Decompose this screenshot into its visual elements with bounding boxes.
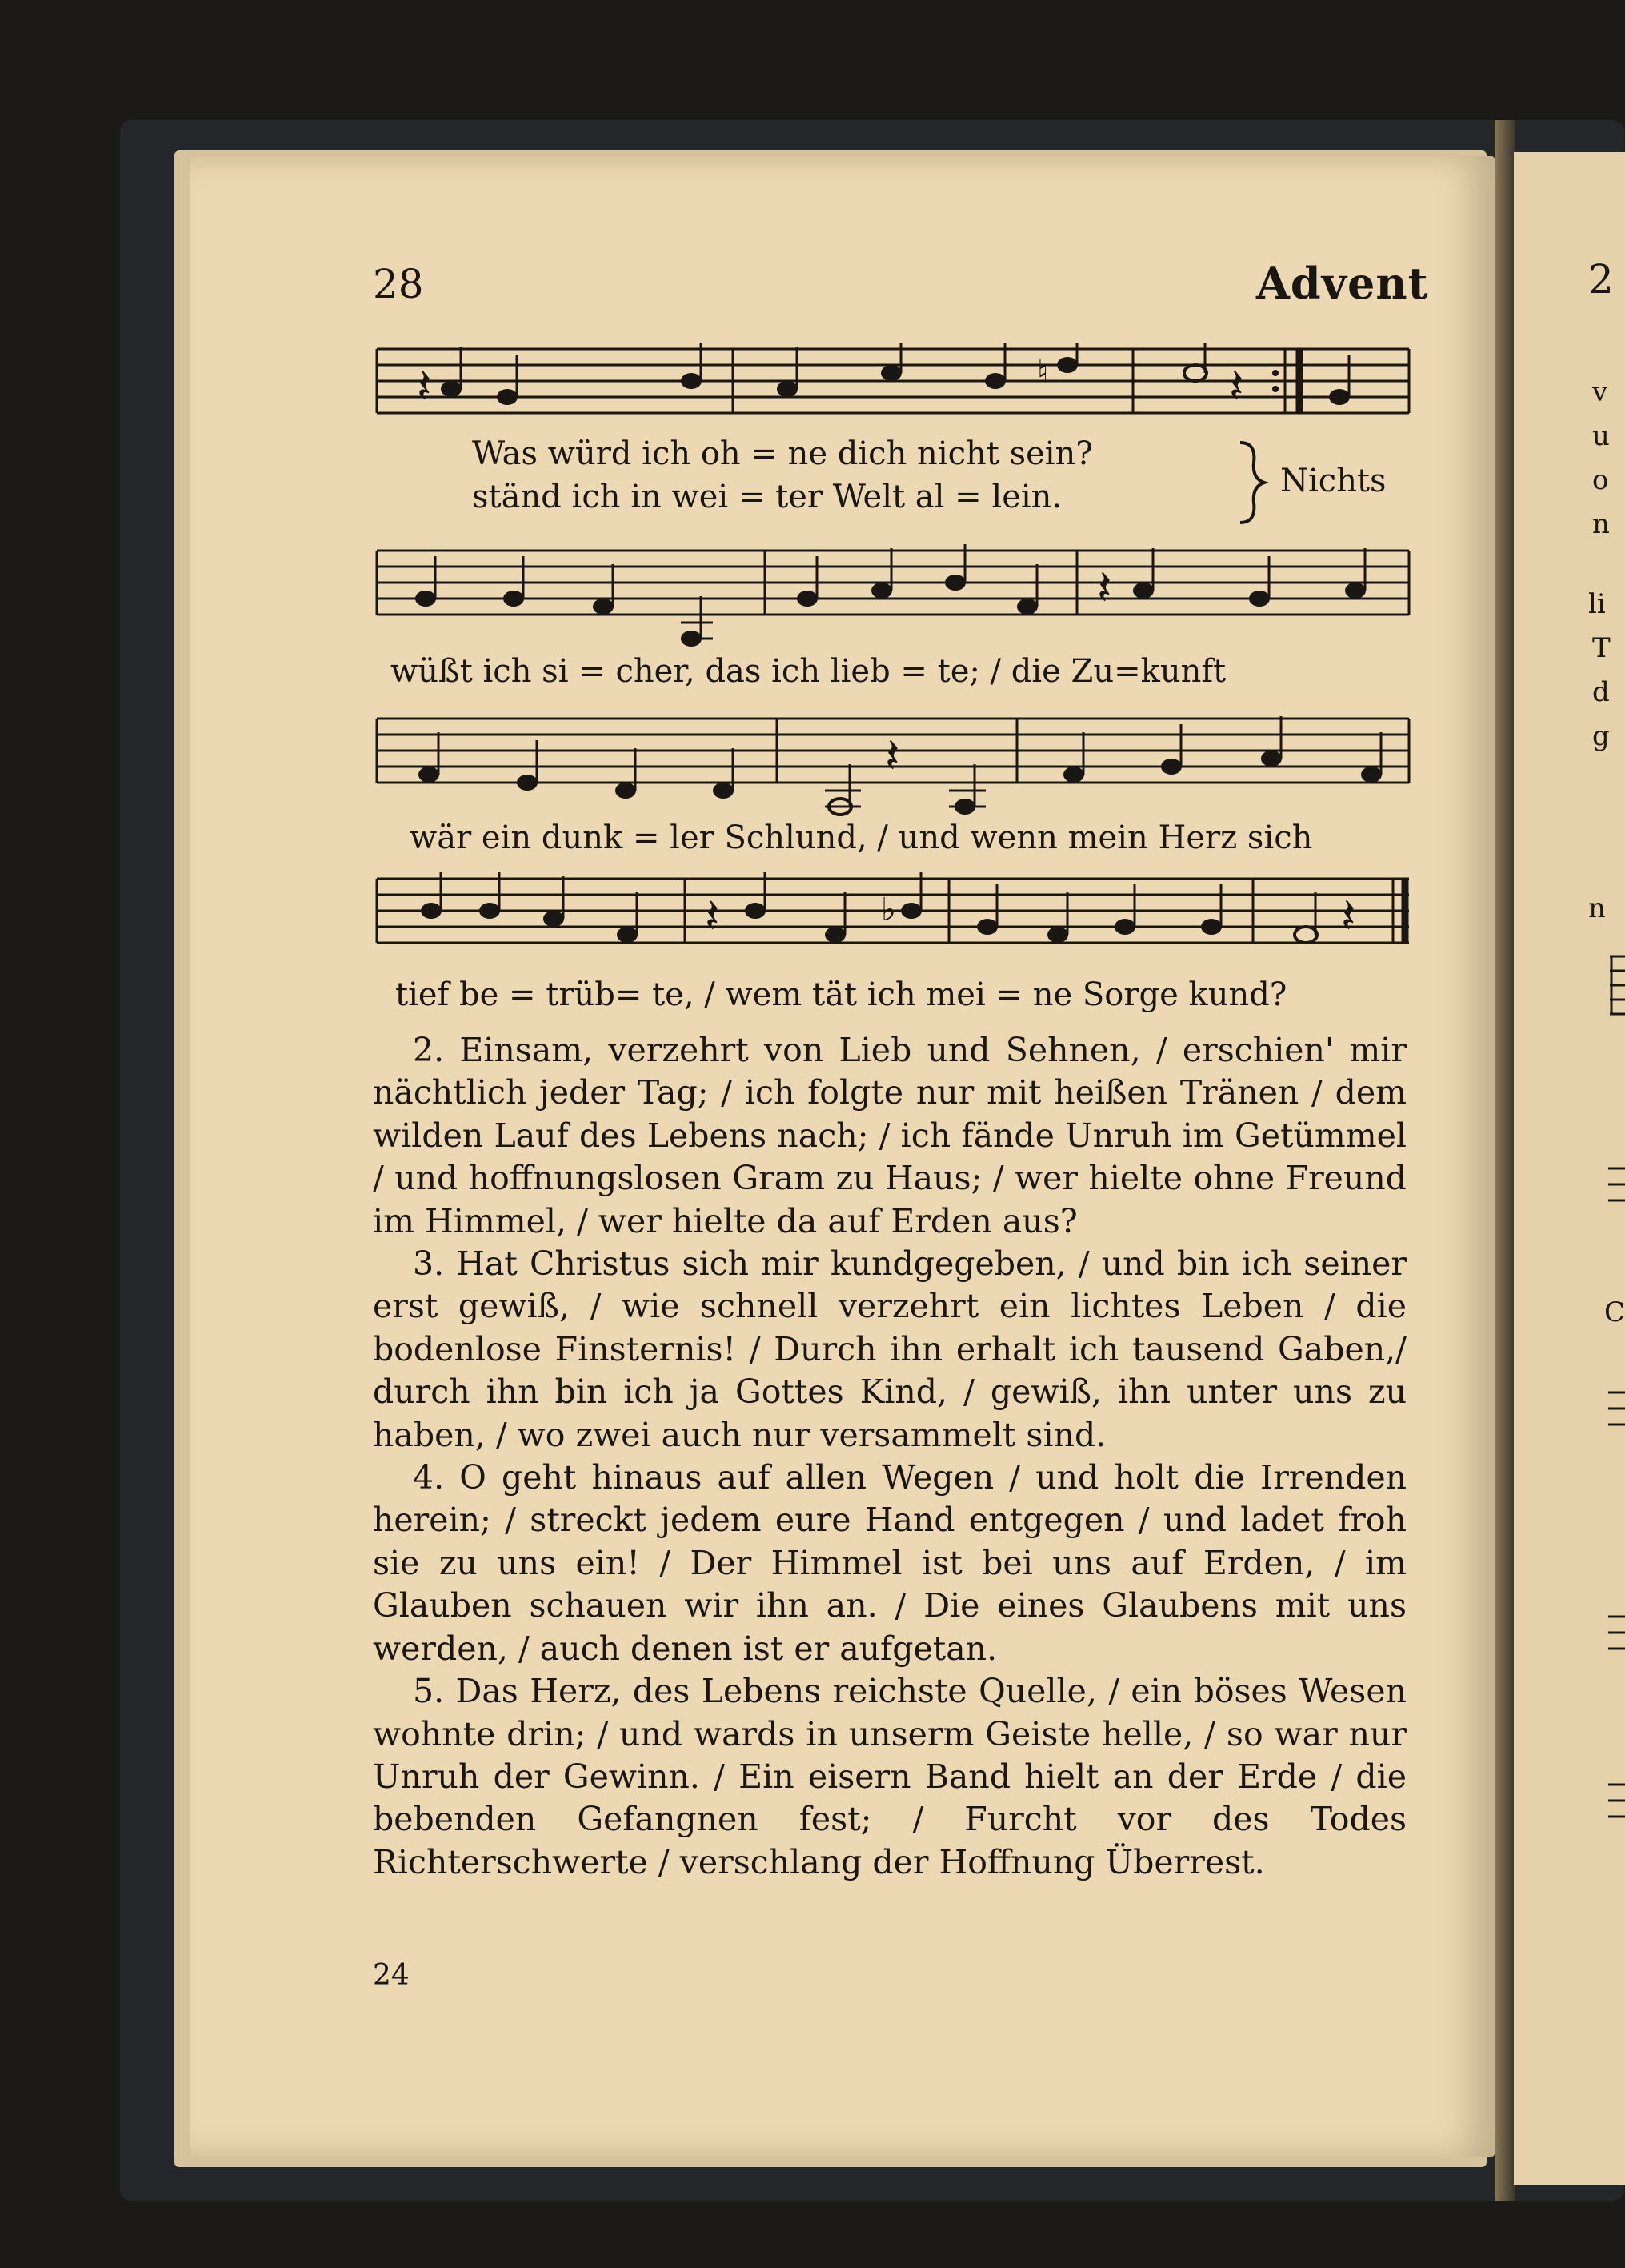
music-staff-3	[373, 712, 1413, 824]
verse-3: 3. Hat Christus sich mir kundgegeben, / und bin ich seiner erst gewiß, / wie schnell verzehrt ein lichtes Leben / die bodenlose Finsternis! / Durch ihn erhalt ich tausend Gaben,/ durch ihn bin ich ja Gottes Kind, / gewiß, ihn unter uns zu haben, / wo zwei auch nur versammelt sind.	[373, 1244, 1407, 1454]
lyric-line: ständ ich in wei = ter Welt al = lein.	[472, 479, 1063, 515]
right-page-fragment: v	[1592, 376, 1608, 408]
verse-text	[373, 1029, 1407, 1884]
right-page-fragment: o	[1592, 464, 1609, 496]
section-title: Advent	[1256, 258, 1429, 309]
lyric-line: wüßt ich si = cher, das ich lieb = te; / die Zu=kunft	[390, 653, 1227, 690]
right-page-fragment: g	[1592, 720, 1610, 752]
svg-text:𝄽: 𝄽	[1097, 560, 1112, 616]
svg-text:♮: ♮	[1037, 354, 1049, 391]
music-staff-4	[373, 872, 1413, 968]
svg-text:♭: ♭	[881, 892, 896, 928]
right-page-fragment: C	[1604, 1296, 1625, 1328]
right-page-fragment: li	[1588, 588, 1606, 620]
lyric-line: Was würd ich oh = ne dich nicht sein?	[472, 435, 1093, 472]
right-page-fragment: T	[1592, 632, 1611, 664]
book-gutter	[1495, 120, 1515, 2201]
lyric-refrain-word: Nichts	[1280, 463, 1387, 499]
svg-text:𝄽: 𝄽	[705, 888, 720, 944]
right-page-fragment: n	[1592, 508, 1610, 540]
brace	[1236, 439, 1268, 527]
svg-text:𝄽: 𝄽	[1341, 888, 1356, 944]
right-page-fragment: n	[1588, 892, 1606, 924]
lyric-line: wär ein dunk = ler Schlund, / und wenn mein Herz sich	[410, 819, 1313, 856]
right-page-fragment: d	[1592, 676, 1610, 708]
right-page-fragment: u	[1592, 420, 1610, 452]
verse-4: 4. O geht hinaus auf allen Wegen / und holt die Irrenden herein; / streckt jedem eure Hand entgegen / und ladet froh sie zu uns ein! / Der Himmel ist bei uns auf Erden, / im Glauben schauen wir ihn an. / Die eines Glaubens mit uns werden, / auch denen ist er aufgetan.	[373, 1458, 1407, 1668]
right-page-staff-fragments	[1600, 944, 1625, 1865]
right-page-fragment: 2	[1588, 256, 1614, 303]
svg-text:𝄽: 𝄽	[417, 359, 432, 415]
music-staff-2	[373, 544, 1413, 656]
page-number: 28	[373, 261, 424, 307]
signature-mark: 24	[373, 1959, 410, 1992]
lyric-line: tief be = trüb= te, / wem tät ich mei = ne Sorge kund?	[395, 976, 1287, 1013]
music-staff-1	[373, 343, 1413, 431]
svg-text:𝄽: 𝄽	[1229, 359, 1244, 415]
svg-text:𝄽: 𝄽	[885, 728, 900, 784]
verse-2: 2. Einsam, verzehrt von Lieb und Sehnen, / erschien' mir nächtlich jeder Tag; / ich folgte nur mit heißen Tränen / dem wilden Lauf des Lebens nach; / ich fände Unruh im Getümmel / und hoffnungslosen Gram zu Haus; / wer hielte ohne Freund im Himmel, / wer hielte da auf Erden aus?	[373, 1031, 1407, 1240]
verse-5: 5. Das Herz, des Lebens reichste Quelle, / ein böses Wesen wohnte drin; / und wards in unserm Geiste helle, / so war nur Unruh der Gewinn. / Ein eisern Band hielt an der Erde / die bebenden Gefangnen fest; / Furcht vor des Todes Richterschwerte / verschlang der Hoffnung Überrest.	[373, 1672, 1407, 1881]
